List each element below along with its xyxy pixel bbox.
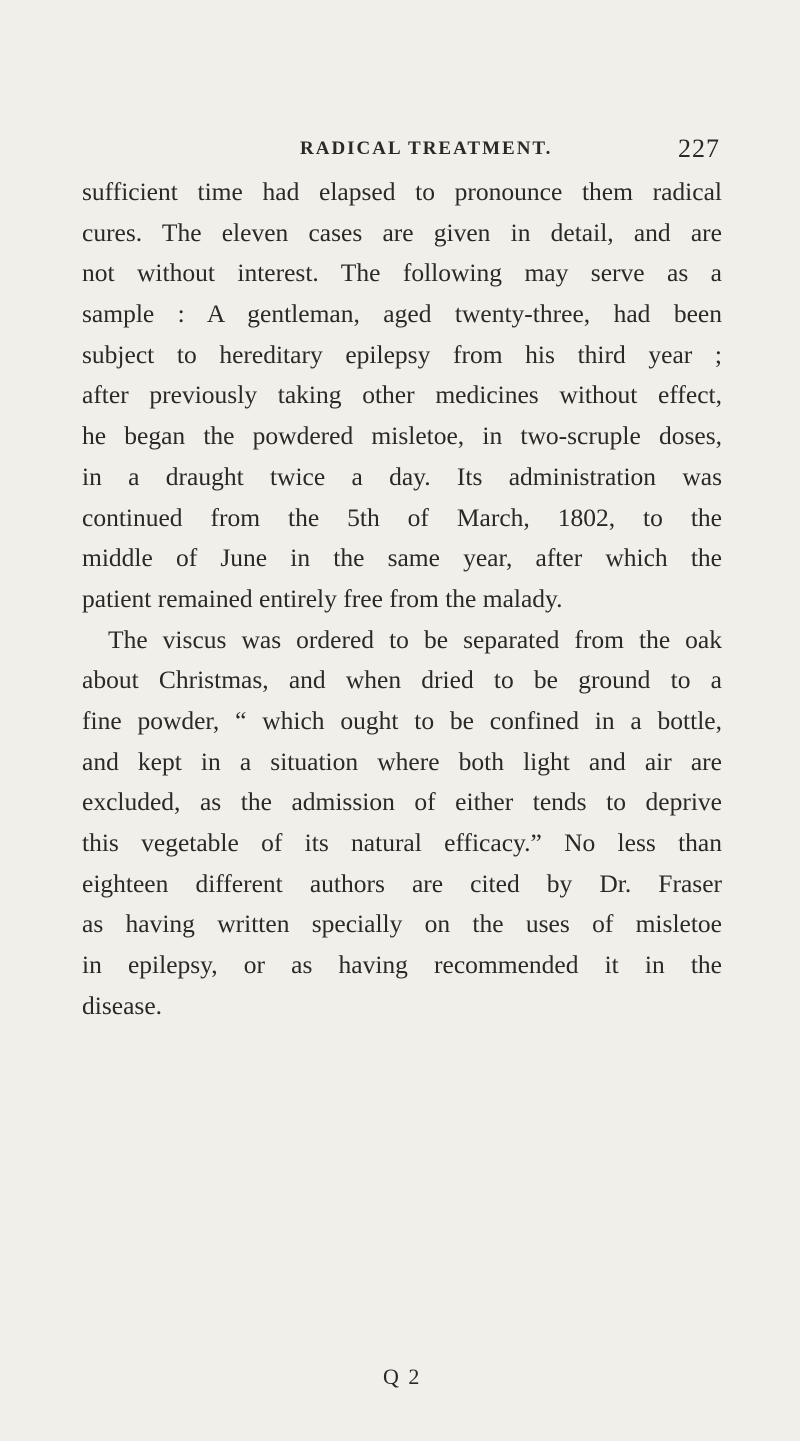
text-line: in a draught twice a day. Its administration was: [82, 461, 722, 491]
signature-mark: Q 2: [383, 1364, 422, 1389]
running-head: [300, 134, 720, 166]
text-line: in epilepsy, or as having recommended it in the: [82, 950, 722, 980]
text-line: fine powder, “ which ought to be confined in a bottle,: [82, 705, 722, 735]
text-line: subject to hereditary epilepsy from his third year ;: [82, 339, 722, 369]
text-line: sufficient time had elapsed to pronounce them radical: [82, 177, 722, 206]
text-line: and kept in a situation where both light and air are: [82, 746, 722, 776]
text-line: patient remained entirely free from the malady.: [82, 583, 563, 613]
text-line: disease.: [82, 990, 163, 1020]
text-line: eighteen different authors are cited by Dr. Fraser: [82, 868, 722, 898]
running-head-title: RADICAL TREATMENT.: [300, 138, 553, 159]
text-line: about Christmas, and when dried to be ground to a: [82, 665, 722, 695]
text-line: excluded, as the admission of either tends to deprive: [82, 787, 722, 817]
text-line: as having written specially on the uses of misletoe: [82, 909, 722, 939]
text-line: cures. The eleven cases are given in detail, and are: [82, 217, 722, 247]
text-line: middle of June in the same year, after which the: [82, 543, 722, 573]
page-number: 227: [678, 134, 720, 163]
text-line: The viscus was ordered to be separated from the oak: [108, 624, 722, 654]
text-line: not without interest. The following may serve as a: [82, 258, 722, 288]
body-text: [82, 172, 722, 1026]
text-line: continued from the 5th of March, 1802, to the: [82, 502, 722, 532]
text-line: after previously taking other medicines without effect,: [82, 380, 722, 410]
text-line: he began the powdered misletoe, in two-scruple doses,: [82, 421, 722, 451]
text-line: sample : A gentleman, aged twenty-three, had been: [82, 299, 722, 329]
text-line: this vegetable of its natural efficacy.” No less than: [82, 828, 722, 857]
